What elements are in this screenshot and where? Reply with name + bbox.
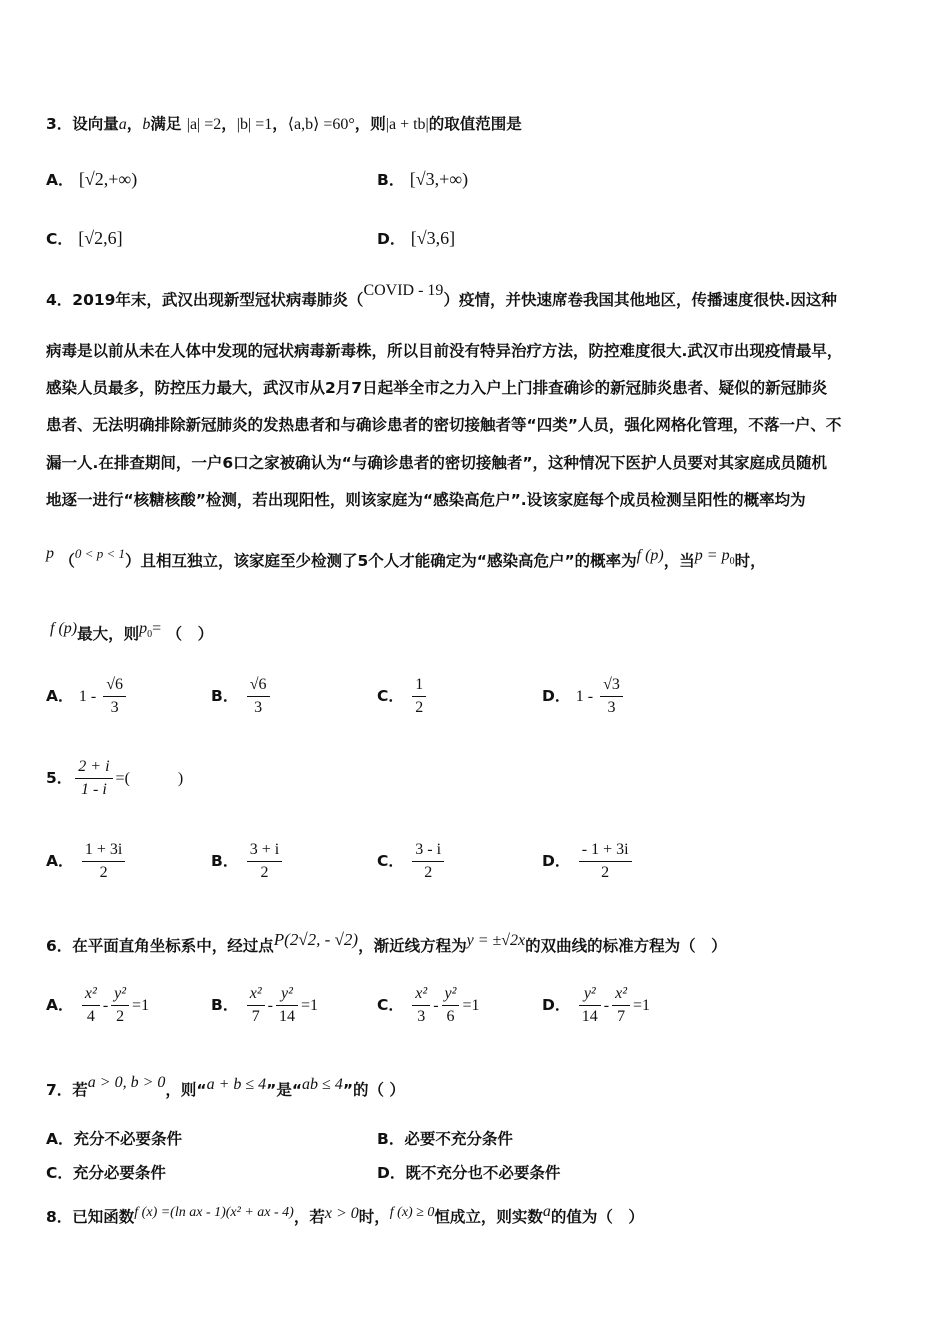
q5-option-d[interactable]: D． $\frac{- 1 + 3i}{2}$	[542, 839, 635, 884]
q4-line7: p （$^{0 < p < 1}$）且相互独立，该家庭至少检测了5个人才能确定为“感染高危户”的概率为f (p)，当$p = p_0$时，	[46, 545, 766, 570]
q4-option-d[interactable]: D． 1 - $\frac{√3}{3}$	[542, 674, 626, 719]
q5-option-a[interactable]: A． $\frac{1 + 3i}{2}$	[46, 839, 128, 884]
q4-option-a[interactable]: A． 1 - $\frac{√6}{3}$	[46, 674, 129, 719]
q7-option-c[interactable]: C．充分必要条件	[46, 1164, 166, 1182]
q3-option-d[interactable]: D． [√3,6]	[377, 228, 456, 248]
q4-line3: 感染人员最多，防控压力最大，武汉市从2月7日起举全市之力入户上门排查确诊的新冠肺炎患者、疑似的新冠肺炎	[46, 379, 828, 397]
q6-option-b[interactable]: B． $\frac{\text{x²}}{7}$ - $\frac{\text{y²}}{14}$ =1	[211, 985, 318, 1025]
q4-line8: f (p)最大，则$p_0=$ （ ）	[50, 620, 214, 643]
q3-option-c[interactable]: C． [√2,6]	[46, 228, 123, 248]
q3-expr: |a + tb|	[385, 116, 429, 133]
q6-option-d[interactable]: D． $\frac{\text{y²}}{14}$ - $\frac{\text{x²}}{7}$ =1	[542, 985, 651, 1025]
q3-cond3: ⟨a,b⟩ =60°	[287, 116, 355, 133]
q4-line6: 地逐一进行“核糖核酸”检测，若出现阳性，则该家庭为“感染高危户”.设该家庭每个成员检测呈阳性的概率均为	[46, 491, 806, 509]
q7-option-a[interactable]: A．充分不必要条件	[46, 1130, 183, 1148]
q3-stem: 3．设向量a，b满足 |a| =2，|b| =1，⟨a,b⟩ =60°，则|a + tb|的取值范围是	[46, 115, 522, 133]
q7-option-d[interactable]: D．既不充分也不必要条件	[377, 1164, 561, 1182]
q4-line4: 患者、无法明确排除新冠肺炎的发热患者和与确诊患者的密切接触者等“四类”人员，强化网格化管理，不落一户、不	[46, 416, 842, 434]
q6-option-a[interactable]: A． $\frac{\text{x²}}{4}$ - $\frac{\text{y²}}{2}$ =1	[46, 985, 150, 1025]
q6-stem: 6．在平面直角坐标系中，经过点P(2√2, - √2)，渐近线方程为y = ±√2x的双曲线的标准方程为（ ）	[46, 930, 727, 955]
q5-stem: 5． $\frac{2 + i}{1 - i}$ =( )	[46, 758, 184, 798]
q4-line1: 4．2019年末，武汉出现新型冠状病毒肺炎（COVID - 19）疫情，并快速席卷我国其他地区，传播速度很快.因这种	[46, 282, 837, 309]
q3-option-b[interactable]: B． [√3,+∞)	[377, 169, 469, 189]
q3-cond1: |a| =2	[186, 116, 222, 133]
q4-line5: 漏一人.在排查期间，一户6口之家被确认为“与确诊患者的密切接触者”，这种情况下医护人员要对其家庭成员随机	[46, 454, 828, 472]
q7-stem: 7．若a > 0, b > 0，则“a + b ≤ 4”是“ab ≤ 4”的（ ）	[46, 1074, 405, 1099]
q4-covid: COVID - 19	[363, 282, 444, 299]
q3-option-a[interactable]: A． [√2,+∞)	[46, 169, 138, 189]
q5-option-b[interactable]: B． $\frac{3 + i}{2}$	[211, 839, 285, 884]
q7-option-b[interactable]: B．必要不充分条件	[377, 1130, 513, 1148]
q4-option-c[interactable]: C． $\frac{1}{2}$	[377, 674, 429, 719]
q3-cond2: |b| =1	[236, 116, 273, 133]
q5-option-c[interactable]: C． $\frac{3 - i}{2}$	[377, 839, 447, 884]
q4-option-b[interactable]: B． $\frac{√6}{3}$	[211, 674, 273, 719]
q6-option-c[interactable]: C． $\frac{\text{x²}}{3}$ - $\frac{\text{y²}}{6}$ =1	[377, 985, 480, 1025]
q4-line2: 病毒是以前从未在人体中发现的冠状病毒新毒株，所以目前没有特异治疗方法，防控难度很大.武汉市出现疫情最早，	[46, 342, 843, 360]
q8-stem: 8．已知函数f (x) =(ln ax - 1)(x² + ax - 4)，若x > 0时，f (x) ≥ 0恒成立，则实数a的值为（ ）	[46, 1203, 644, 1226]
